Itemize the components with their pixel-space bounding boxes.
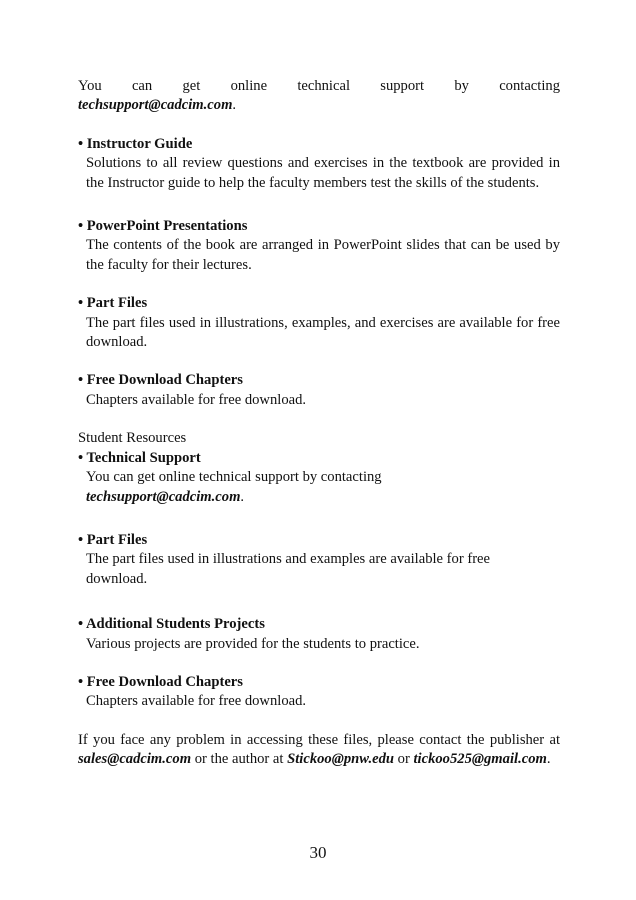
page-number: 30 bbox=[309, 843, 327, 862]
spacer bbox=[78, 116, 560, 135]
spacer bbox=[78, 275, 560, 294]
author-email-link[interactable]: Stickoo@pnw.edu bbox=[287, 751, 395, 768]
support-period: . bbox=[240, 488, 245, 505]
powerpoint-heading: • PowerPoint Presentations bbox=[78, 218, 248, 235]
free-chapters-text: Chapters available for free download. bbox=[86, 391, 307, 408]
technical-support-text: You can get online technical support by contacting bbox=[86, 469, 382, 486]
contact-period: . bbox=[546, 751, 551, 768]
spacer bbox=[78, 193, 560, 217]
contact-paragraph bbox=[78, 731, 560, 770]
part-files-text: The part files used in illustrations, examples, and exercises are available for free download. bbox=[86, 314, 560, 351]
page-content bbox=[78, 77, 560, 770]
contact-text-1: If you face any problem in accessing these files, please contact the publisher at bbox=[78, 731, 560, 748]
spacer bbox=[78, 352, 560, 371]
technical-support-heading: • Technical Support bbox=[78, 449, 201, 466]
intro-line: You can get online technical support by contacting bbox=[78, 78, 560, 94]
instructor-guide-text: Solutions to all review questions and exercises in the textbook are provided in the Instructor guide to help the faculty members test the skills of the students. bbox=[86, 155, 560, 191]
student-part-files-heading: • Part Files bbox=[78, 531, 148, 548]
student-support-email-link[interactable]: techsupport@cadcim.com bbox=[86, 488, 241, 505]
spacer bbox=[78, 654, 560, 673]
instructor-guide-heading: • Instructor Guide bbox=[78, 135, 193, 152]
technical-support-email-line bbox=[78, 488, 560, 507]
spacer bbox=[78, 410, 560, 429]
intro-email-line bbox=[78, 96, 560, 115]
free-chapters-heading: • Free Download Chapters bbox=[78, 372, 243, 389]
contact-text-3: or bbox=[397, 751, 410, 768]
spacer bbox=[78, 712, 560, 731]
publisher-email-link[interactable]: sales@cadcim.com bbox=[78, 751, 192, 768]
part-files-heading: • Part Files bbox=[78, 295, 148, 312]
contact-text-2: or the author at bbox=[194, 751, 284, 768]
support-email-link[interactable]: techsupport@cadcim.com bbox=[78, 97, 233, 114]
powerpoint-text: The contents of the book are arranged in PowerPoint slides that can be used by the faculty for their lectures. bbox=[86, 237, 560, 273]
spacer bbox=[78, 589, 560, 615]
student-part-files-line1: The part files used in illustrations and examples are available for free bbox=[86, 551, 491, 568]
projects-heading: • Additional Students Projects bbox=[78, 616, 265, 633]
projects-text: Various projects are provided for the students to practice. bbox=[86, 635, 420, 652]
student-resources-heading: Student Resources bbox=[78, 430, 187, 447]
spacer bbox=[78, 507, 560, 531]
intro-period: . bbox=[232, 97, 237, 114]
student-chapters-heading: • Free Download Chapters bbox=[78, 673, 243, 690]
alt-email-link[interactable]: tickoo525@gmail.com bbox=[413, 751, 547, 768]
student-chapters-text: Chapters available for free download. bbox=[86, 693, 307, 710]
student-part-files-line2: download. bbox=[86, 570, 148, 587]
